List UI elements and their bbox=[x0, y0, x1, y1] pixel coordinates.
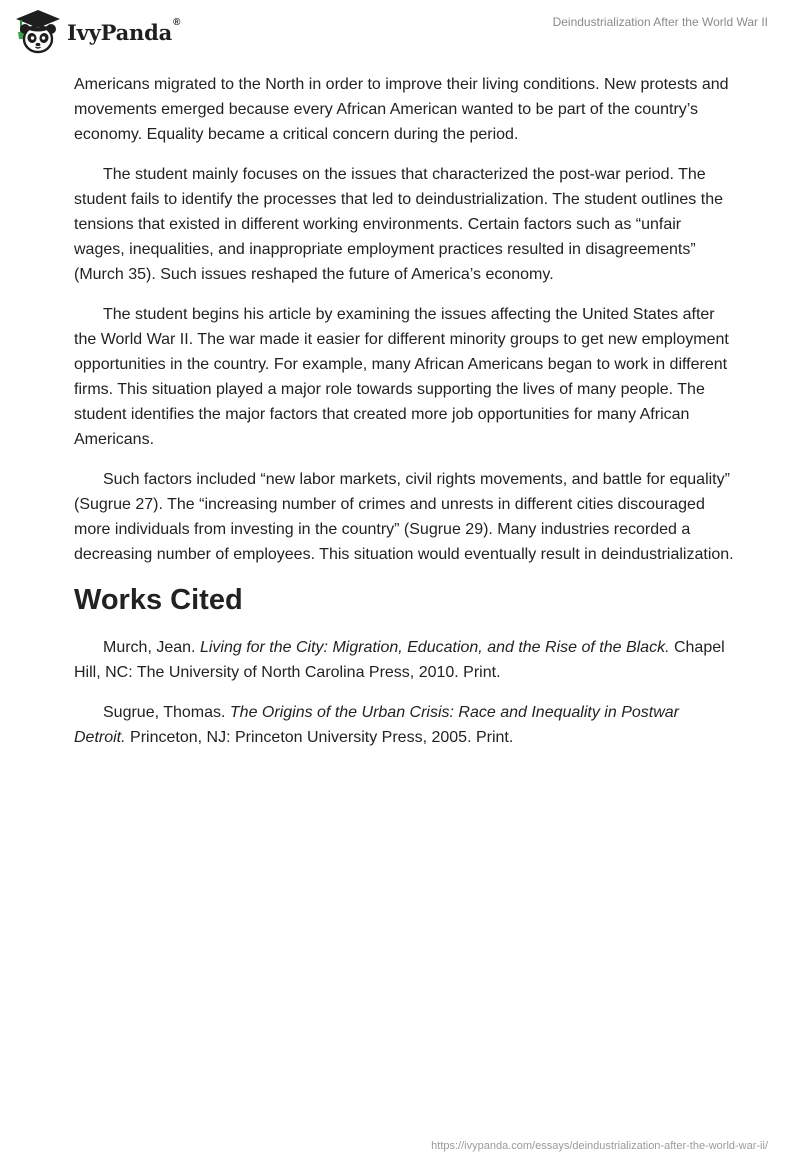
citation-title: The Origins of the Urban Crisis: Race and Inequality in Postwar Detroit. bbox=[74, 704, 679, 746]
citation-title: Living for the City: Migration, Education, and the Rise of the Black. bbox=[199, 639, 670, 656]
body-paragraph: Americans migrated to the North in order to improve their living conditions. New protests and movements emerged because every African American wanted to be part of the country’s economy. Equality became a critical concern during the period. bbox=[74, 76, 729, 143]
citation-author: Sugrue, Thomas. bbox=[103, 704, 226, 721]
citation-publication: Chapel Hill, NC: The University of North Carolina Press, 2010. Print. bbox=[74, 639, 725, 681]
citation-author: Murch, Jean. bbox=[103, 639, 196, 656]
ivypanda-logo[interactable] bbox=[14, 8, 180, 56]
brand-label: IvyPanda bbox=[67, 19, 173, 45]
document-title: Deindustrialization After the World War II bbox=[552, 15, 768, 29]
citation-entry bbox=[74, 635, 734, 685]
source-url-link[interactable]: https://ivypanda.com/essays/deindustrialization-after-the-world-war-ii/ bbox=[431, 1140, 768, 1152]
citation-publication: Princeton, NJ: Princeton University Press, 2005. Print. bbox=[130, 729, 514, 746]
essay-content bbox=[74, 72, 734, 765]
body-paragraph: The student mainly focuses on the issues that characterized the post-war period. The student fails to identify the processes that led to deindustrialization. The student outlines the tensions that existed in different working environments. Certain factors such as “unfair wages, inequalities, and inappropriate employment practices resulted in disagreements” (Murch 35). Such issues reshaped the future of America’s economy. bbox=[74, 166, 723, 283]
registered-mark: ® bbox=[173, 16, 181, 28]
body-paragraph: The student begins his article by examining the issues affecting the United States after the World War II. The war made it easier for different minority groups to get new employment opportunities in the country. For example, many African Americans began to work in different firms. This situation played a major role towards supporting the lives of many people. The student identifies the major factors that created more job opportunities for many African Americans. bbox=[74, 306, 729, 448]
citation-entry bbox=[74, 700, 734, 750]
brand-name bbox=[67, 16, 181, 45]
panda-graduate-icon bbox=[14, 8, 62, 56]
body-paragraph: Such factors included “new labor markets, civil rights movements, and battle for equality” (Sugrue 27). The “increasing number of crimes and unrests in different cities discouraged more individuals from investing in the country” (Sugrue 29). Many industries recorded a decreasing number of employees. This situation would eventually result in deindustrialization. bbox=[74, 471, 734, 563]
page-header bbox=[0, 0, 800, 64]
works-cited-heading: Works Cited bbox=[74, 584, 243, 616]
